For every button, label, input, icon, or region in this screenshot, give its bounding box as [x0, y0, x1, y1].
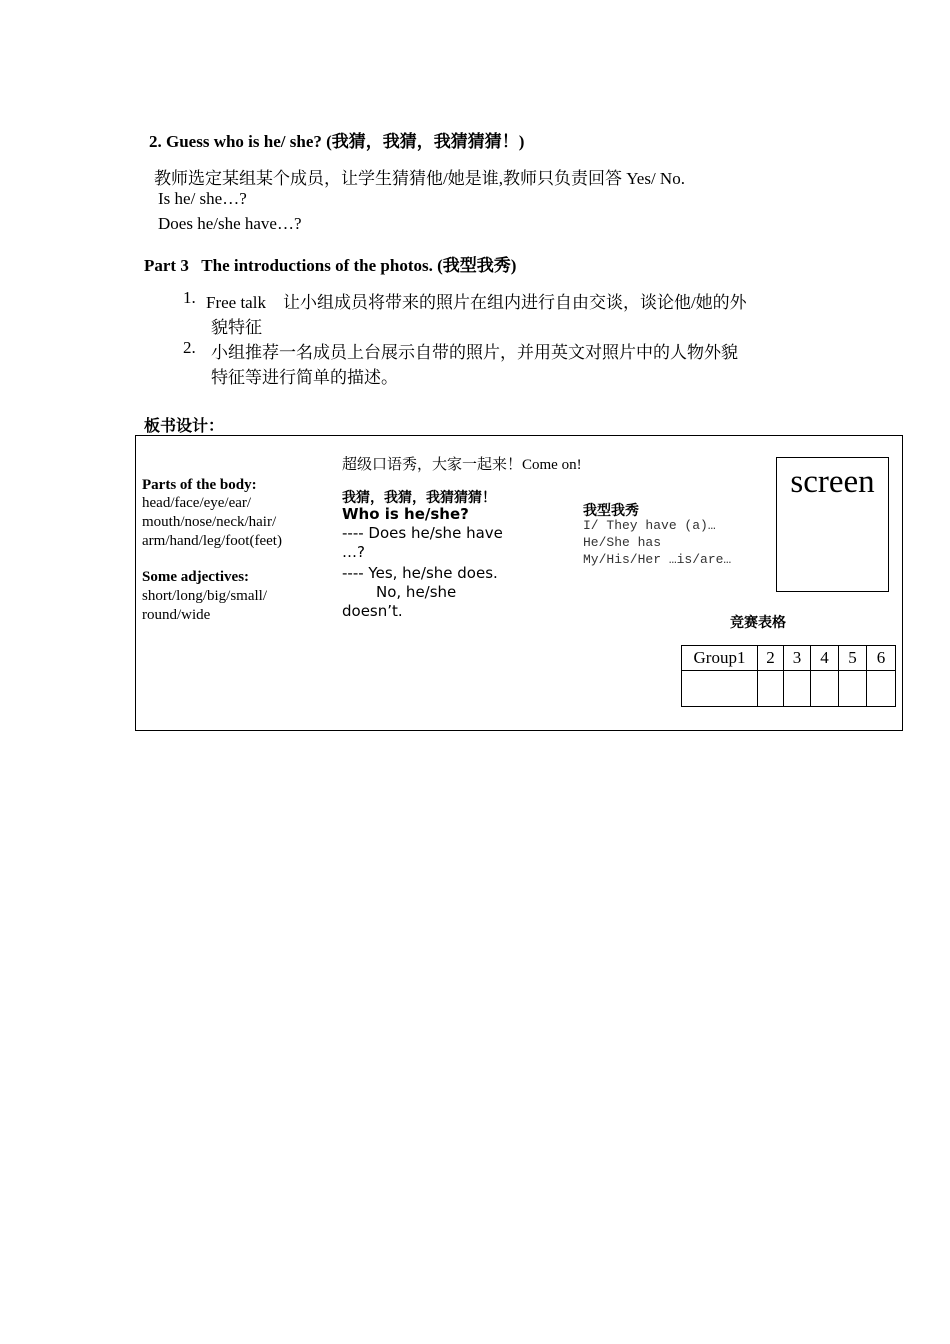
table-score-cell	[682, 671, 758, 707]
table-header-cell: 6	[867, 646, 896, 671]
table-score-cell	[758, 671, 784, 707]
section2-question1: Is he/ she…?	[158, 189, 247, 208]
table-header-cell: 4	[811, 646, 839, 671]
competition-table	[681, 645, 896, 707]
section2-heading: 2. Guess who is he/ she? (我猜，我猜，我猜猜猜！)	[149, 132, 525, 151]
table-score-row	[682, 671, 896, 707]
table-score-cell	[784, 671, 811, 707]
body-parts-line: arm/hand/leg/foot(feet)	[142, 533, 282, 549]
body-parts-line: mouth/nose/neck/hair/	[142, 514, 277, 530]
table-header-cell: 3	[784, 646, 811, 671]
guess-answer-line: ---- Yes, he/she does.	[342, 564, 498, 582]
part3-item2-text: 小组推荐一名成员上台展示自带的照片，并用英文对照片中的人物外貌	[211, 343, 738, 362]
guess-title: 我猜，我猜，我猜猜猜！	[342, 490, 496, 506]
section2-question2: Does he/she have…?	[158, 214, 302, 233]
guess-answer-line: doesn’t.	[342, 602, 403, 620]
table-title: 竞赛表格	[730, 615, 786, 631]
show-title: 我型我秀	[583, 503, 639, 519]
part3-item1-text: Free talk 让小组成员将带来的照片在组内进行自由交谈，谈论他/她的外	[206, 293, 747, 312]
guess-subtitle: Who is he/she?	[342, 505, 469, 523]
part3-item1-text-cont: 貌特征	[211, 318, 262, 337]
part3-item1-number: 1.	[183, 288, 196, 307]
adjectives-line: round/wide	[142, 607, 211, 623]
part3-item2-number: 2.	[183, 338, 196, 357]
board-label: 板书设计：	[144, 416, 225, 435]
body-parts-title: Parts of the body:	[142, 477, 257, 493]
guess-question-line: …?	[342, 543, 365, 561]
show-line: My/His/Her …is/are…	[583, 552, 732, 567]
table-score-cell	[839, 671, 867, 707]
table-header-row	[682, 646, 896, 671]
show-line: I/ They have (a)…	[583, 518, 716, 533]
table-header-cell: 2	[758, 646, 784, 671]
adjectives-title: Some adjectives:	[142, 569, 250, 585]
adjectives-line: short/long/big/small/	[142, 588, 268, 604]
table-score-cell	[867, 671, 896, 707]
guess-question-line: ---- Does he/she have	[342, 524, 503, 542]
section2-instruction: 教师选定某组某个成员，让学生猜猜他/她是谁,教师只负责回答 Yes/ No.	[154, 169, 685, 188]
table-score-cell	[811, 671, 839, 707]
body-parts-line: head/face/eye/ear/	[142, 495, 252, 511]
guess-answer-line: No, he/she	[376, 583, 457, 601]
part3-heading: Part 3 The introductions of the photos. (我型我秀)	[144, 256, 517, 275]
show-line: He/She has	[583, 535, 662, 550]
part3-item2-text-cont: 特征等进行简单的描述。	[211, 368, 398, 387]
board-slogan: 超级口语秀，大家一起来！Come on!	[342, 457, 582, 473]
screen-label: screen	[790, 464, 875, 500]
table-header-cell: 5	[839, 646, 867, 671]
table-header-cell: Group1	[682, 646, 758, 671]
screen-box	[776, 457, 889, 592]
